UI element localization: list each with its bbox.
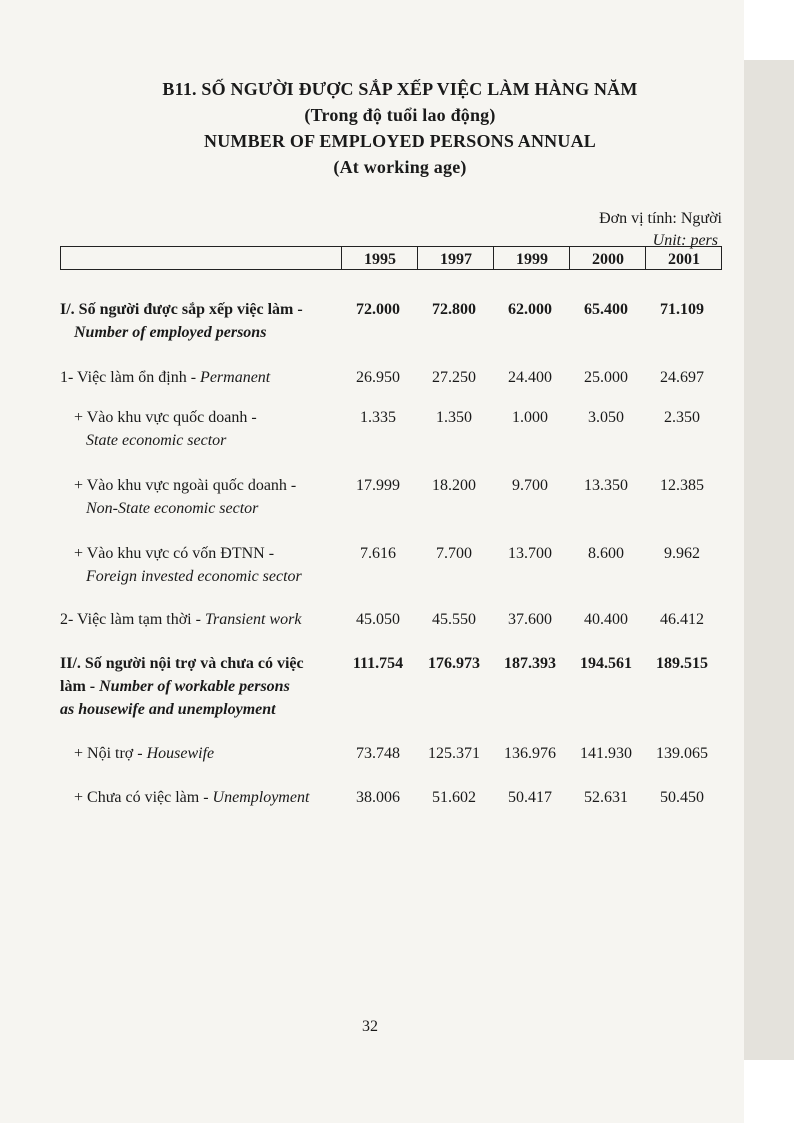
- subtitle-en: (At working age): [333, 157, 467, 177]
- unit-en: Unit: pers: [652, 232, 718, 249]
- row-label-en: Permanent: [200, 369, 271, 386]
- cell: 50.417: [508, 789, 552, 806]
- row-label-vn: + Nội trợ -: [74, 745, 147, 762]
- row-label-vn: + Vào khu vực ngoài quốc doanh -: [74, 477, 297, 494]
- cell: 50.450: [660, 789, 704, 806]
- row-label: [60, 542, 350, 588]
- year-header: 2001: [645, 247, 722, 269]
- cell: 111.754: [352, 655, 404, 672]
- row-label-en: Non-State economic sector: [86, 500, 259, 517]
- row-label: [60, 652, 350, 721]
- row-label-vn: II/. Số người nội trợ và chưa có việc: [60, 655, 304, 672]
- cell: 139.065: [656, 745, 708, 762]
- cell: 46.412: [660, 611, 704, 628]
- row-label-vn: 2- Việc làm tạm thời -: [60, 611, 205, 628]
- cell: 187.393: [504, 655, 556, 672]
- cell: 65.400: [584, 301, 628, 318]
- cell: 71.109: [660, 301, 704, 318]
- cell: 8.600: [588, 545, 624, 562]
- cell: 25.000: [584, 369, 628, 386]
- cell: 2.350: [664, 409, 700, 426]
- cell: 40.400: [584, 611, 628, 628]
- title-vn: B11. SỐ NGƯỜI ĐƯỢC SẮP XẾP VIỆC LÀM HÀNG NĂM: [162, 79, 638, 99]
- cell: 72.000: [356, 301, 400, 318]
- table-header: [60, 246, 722, 270]
- row-label-en: Unemployment: [212, 789, 310, 806]
- cell: 7.616: [360, 545, 396, 562]
- cell: 1.000: [512, 409, 548, 426]
- year-header: 1995: [341, 247, 418, 269]
- row-label-en: Foreign invested economic sector: [86, 568, 302, 585]
- row-label-en: Housewife: [146, 745, 215, 762]
- cell: 13.700: [508, 545, 552, 562]
- row-label-vn: 1- Việc làm ổn định -: [60, 369, 201, 386]
- cell: 1.350: [436, 409, 472, 426]
- row-label-vn: làm -: [60, 678, 100, 695]
- row-label-vn: + Vào khu vực có vốn ĐTNN -: [74, 545, 275, 562]
- row-label: [60, 608, 350, 631]
- cell: 73.748: [356, 745, 400, 762]
- cell: 62.000: [508, 301, 552, 318]
- row-label-en: Transient work: [204, 611, 302, 628]
- row-label: [60, 406, 350, 452]
- row-label: [60, 366, 350, 389]
- cell: 45.550: [432, 611, 476, 628]
- cell: 45.050: [356, 611, 400, 628]
- year-header: 2000: [569, 247, 646, 269]
- cell: 24.400: [508, 369, 552, 386]
- row-label: [60, 298, 350, 344]
- cell: 17.999: [356, 477, 400, 494]
- cell: 3.050: [588, 409, 624, 426]
- cell: 24.697: [660, 369, 704, 386]
- page-number: 32: [362, 1018, 378, 1035]
- cell: 12.385: [660, 477, 704, 494]
- cell: 9.700: [512, 477, 548, 494]
- scan-shadow: [744, 60, 794, 1060]
- cell: 194.561: [580, 655, 632, 672]
- subtitle-vn: (Trong độ tuổi lao động): [304, 105, 496, 125]
- year-header: 1997: [417, 247, 494, 269]
- cell: 18.200: [432, 477, 476, 494]
- cell: 136.976: [504, 745, 556, 762]
- table-title: [60, 76, 740, 180]
- row-label-vn: I/. Số người được sắp xếp việc làm -: [60, 301, 303, 318]
- row-label: [60, 742, 350, 765]
- cell: 51.602: [432, 789, 476, 806]
- year-header: 1999: [493, 247, 570, 269]
- cell: 26.950: [356, 369, 400, 386]
- cell: 7.700: [436, 545, 472, 562]
- row-label-en: State economic sector: [86, 432, 227, 449]
- cell: 176.973: [428, 655, 480, 672]
- title-en: NUMBER OF EMPLOYED PERSONS ANNUAL: [204, 131, 596, 151]
- cell: 189.515: [656, 655, 708, 672]
- cell: 1.335: [360, 409, 396, 426]
- cell: 52.631: [584, 789, 628, 806]
- row-label-vn: + Chưa có việc làm -: [74, 789, 213, 806]
- cell: 13.350: [584, 477, 628, 494]
- row-label: [60, 786, 350, 809]
- row-label-en: as housewife and unemployment: [60, 701, 276, 718]
- row-label-en: Number of employed persons: [74, 324, 267, 341]
- cell: 37.600: [508, 611, 552, 628]
- cell: 141.930: [580, 745, 632, 762]
- row-label-vn: + Vào khu vực quốc doanh -: [74, 409, 257, 426]
- cell: 27.250: [432, 369, 476, 386]
- cell: 38.006: [356, 789, 400, 806]
- cell: 125.371: [428, 745, 480, 762]
- unit-vn: Đơn vị tính: Người: [599, 210, 722, 227]
- row-label: [60, 474, 350, 520]
- row-label-en: Number of workable persons: [99, 678, 290, 695]
- cell: 9.962: [664, 545, 700, 562]
- cell: 72.800: [432, 301, 476, 318]
